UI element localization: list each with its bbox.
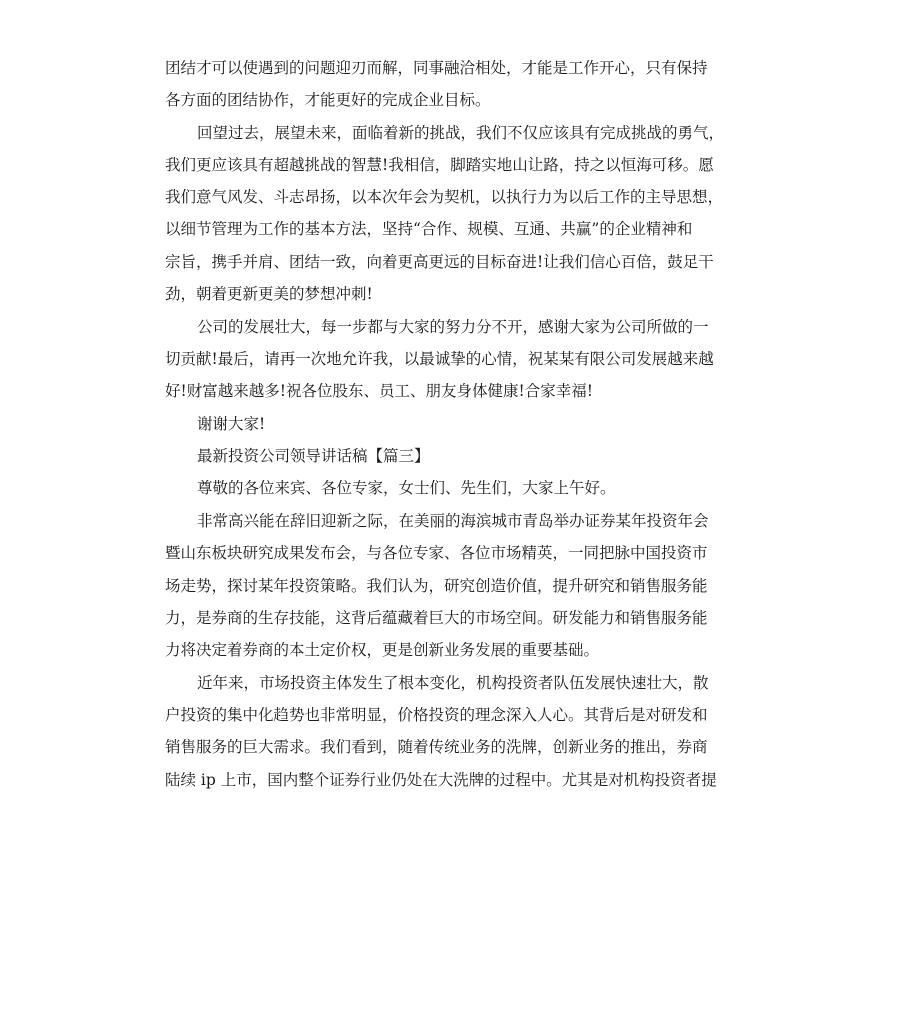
text-line: 以细节管理为工作的基本方法，坚持“合作、规模、互通、共赢”的企业精神和 <box>165 220 693 238</box>
text-line: 力将决定着券商的本土定价权，更是创新业务发展的重要基础。 <box>165 641 600 659</box>
text-line: 场走势，探讨某年投资策略。我们认为，研究创造价值，提升研究和销售服务能 <box>165 577 708 595</box>
closing-line: 谢谢大家! <box>197 415 266 433</box>
text-line: 切贡献!最后，请再一次地允许我，以最诚挚的心情，祝某某有限公司发展越来越 <box>165 350 714 368</box>
section-heading: 最新投资公司领导讲话稿【篇三】 <box>197 447 430 465</box>
paragraph-start-line: 公司的发展壮大，每一步都与大家的努力分不开，感谢大家为公司所做的一 <box>197 318 709 336</box>
text-line: 陆续 ip 上市，国内整个证券行业仍处在大洗牌的过程中。尤其是对机构投资者提 <box>165 771 717 789</box>
text-line: 我们意气风发、斗志昂扬，以本次年会为契机，以执行力为以后工作的主导思想， <box>165 188 724 206</box>
paragraph-start-line: 回望过去，展望未来，面临着新的挑战，我们不仅应该具有完成挑战的勇气， <box>197 124 725 142</box>
paragraph-start-line: 非常高兴能在辞旧迎新之际，在美丽的海滨城市青岛举办证券某年投资年会 <box>197 512 709 530</box>
text-line: 暨山东板块研究成果发布会，与各位专家、各位市场精英，一同把脉中国投资市 <box>165 544 708 562</box>
text-line: 力，是券商的生存技能，这背后蕴藏着巨大的市场空间。研发能力和销售服务能 <box>165 609 708 627</box>
text-line: 销售服务的巨大需求。我们看到，随着传统业务的洗牌，创新业务的推出，券商 <box>165 738 708 756</box>
salutation-line: 尊敬的各位来宾、各位专家，女士们、先生们，大家上午好。 <box>197 479 616 497</box>
text-line: 各方面的团结协作，才能更好的完成企业目标。 <box>165 91 491 109</box>
text-line: 宗旨，携手并肩、团结一致，向着更高更远的目标奋进!让我们信心百倍，鼓足干 <box>165 253 714 271</box>
text-line: 户投资的集中化趋势也非常明显，价格投资的理念深入人心。其背后是对研发和 <box>165 706 708 724</box>
text-line: 团结才可以使遇到的问题迎刃而解，同事融洽相处，才能是工作开心，只有保持 <box>165 59 708 77</box>
text-line: 劲，朝着更新更美的梦想冲刺! <box>165 285 373 303</box>
text-line: 我们更应该具有超越挑战的智慧!我相信，脚踏实地山让路，持之以恒海可移。愿 <box>165 156 714 174</box>
paragraph-start-line: 近年来，市场投资主体发生了根本变化，机构投资者队伍发展快速壮大，散 <box>197 674 709 692</box>
text-line: 好!财富越来越多!祝各位股东、员工、朋友身体健康!合家幸福! <box>165 382 593 400</box>
